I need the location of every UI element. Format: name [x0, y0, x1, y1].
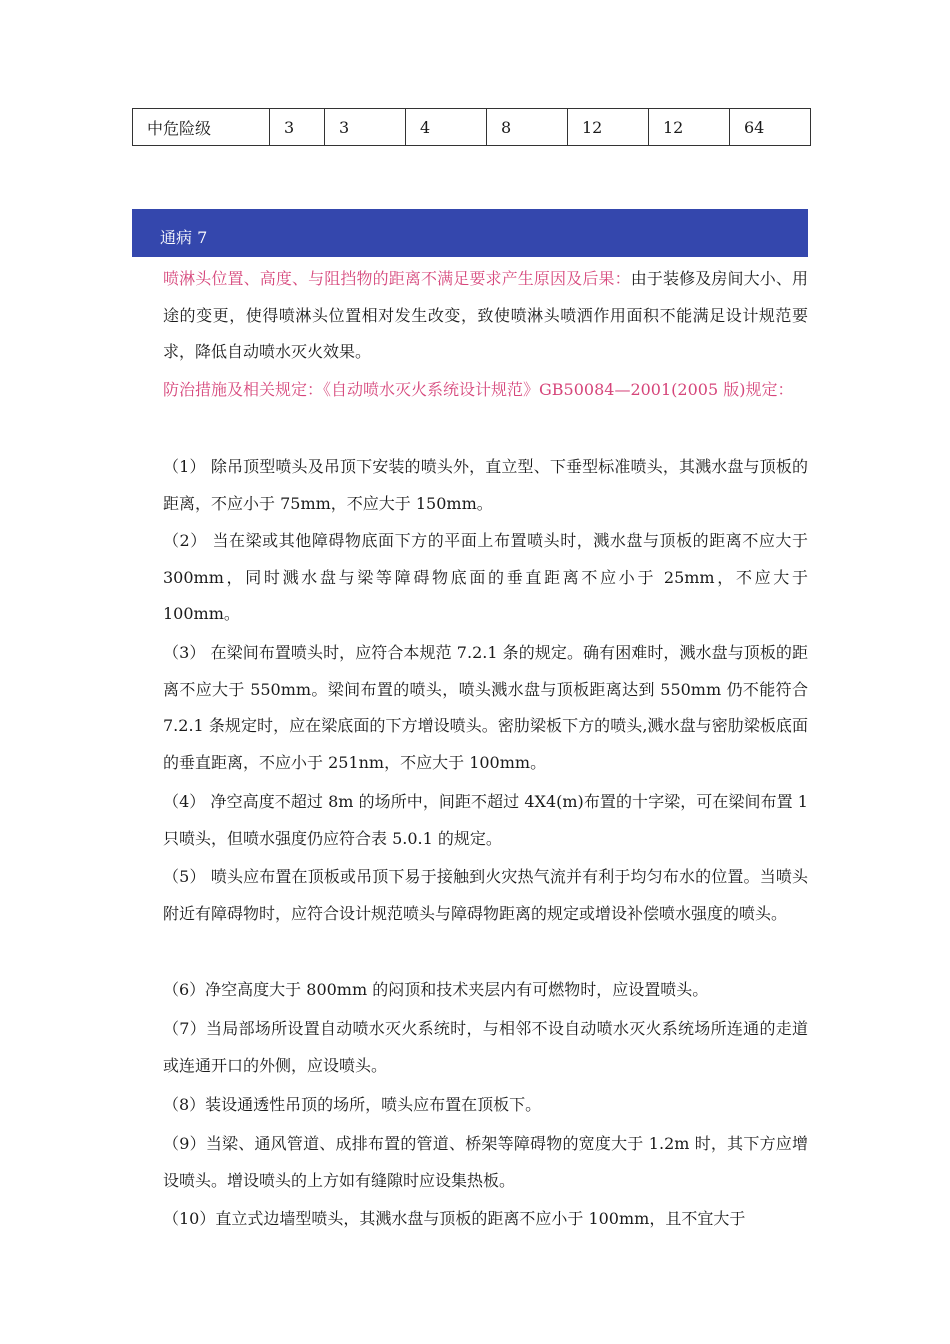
list-item: （5） 喷头应布置在顶板或吊顶下易于接触到火灾热气流并有利于均匀布水的位置。当喷头附近有障碍物时，应符合设计规范喷头与障碍物距离的规定或增设补偿喷水强度的喷头。 [163, 867, 808, 923]
table-cell: 12 [568, 109, 649, 146]
table-row [133, 109, 811, 146]
list-item: （2） 当在梁或其他障碍物底面下方的平面上布置喷头时，溅水盘与顶板的距离不应大于 300mm，同时溅水盘与梁等障碍物底面的垂直距离不应小于 25mm，不应大于 100mm。 [163, 531, 808, 623]
hazard-table [132, 108, 811, 146]
table-cell: 中危险级 [133, 109, 270, 146]
list-item: （9）当梁、通风管道、成排布置的管道、桥架等障碍物的宽度大于 1.2m 时，其下方应增设喷头。增设喷头的上方如有缝隙时应设集热板。 [163, 1134, 808, 1190]
section-title: 通病 7 [160, 228, 208, 247]
table-cell: 4 [406, 109, 487, 146]
list-item: （7）当局部场所设置自动喷水灭火系统时，与相邻不设自动喷水灭火系统场所连通的走道或连通开口的外侧，应设喷头。 [163, 1019, 808, 1075]
list-item: （8）装设通透性吊顶的场所，喷头应布置在顶板下。 [163, 1095, 542, 1114]
table-cell: 64 [730, 109, 811, 146]
section-banner [132, 209, 808, 257]
list-item: （10）直立式边墙型喷头，其溅水盘与顶板的距离不应小于 100mm，且不宜大于 [163, 1209, 746, 1228]
list-item: （4） 净空高度不超过 8m 的场所中，间距不超过 4X4(m)布置的十字梁，可在梁间布置 1 只喷头，但喷水强度仍应符合表 5.0.1 的规定。 [163, 792, 808, 848]
table-cell: 3 [270, 109, 325, 146]
table-cell: 8 [487, 109, 568, 146]
cause-text: 由于装修及房间大小、用途的变更，使得喷淋头位置相对发生改变，致使喷淋头喷洒作用面积不能满足设计规范要求，降低自动喷水灭火效果。 [163, 269, 808, 361]
measures-heading: 防治措施及相关规定：《自动喷水灭火系统设计规范》GB50084—2001(2005 版)规定： [163, 380, 794, 399]
cause-paragraph [163, 261, 808, 371]
list-item: （3） 在梁间布置喷头时，应符合本规范 7.2.1 条的规定。确有困难时，溅水盘与顶板的距离不应大于 550mm。梁间布置的喷头，喷头溅水盘与顶板距离达到 550mm 仍不能符合 7.2.1 条规定时，应在梁底面的下方增设喷头。密肋梁板下方的喷头,溅水盘与密肋梁板底面的垂直距离，不应小于 251nm，不应大于 100mm。 [163, 643, 808, 772]
table-cell: 12 [649, 109, 730, 146]
list-item: （6）净空高度大于 800mm 的闷顶和技术夹层内有可燃物时，应设置喷头。 [163, 980, 709, 999]
cause-label: 喷淋头位置、高度、与阻挡物的距离不满足要求产生原因及后果： [163, 269, 631, 288]
list-item: （1） 除吊顶型喷头及吊顶下安装的喷头外，直立型、下垂型标准喷头，其溅水盘与顶板的距离，不应小于 75mm，不应大于 150mm。 [163, 457, 808, 513]
table-cell: 3 [325, 109, 406, 146]
